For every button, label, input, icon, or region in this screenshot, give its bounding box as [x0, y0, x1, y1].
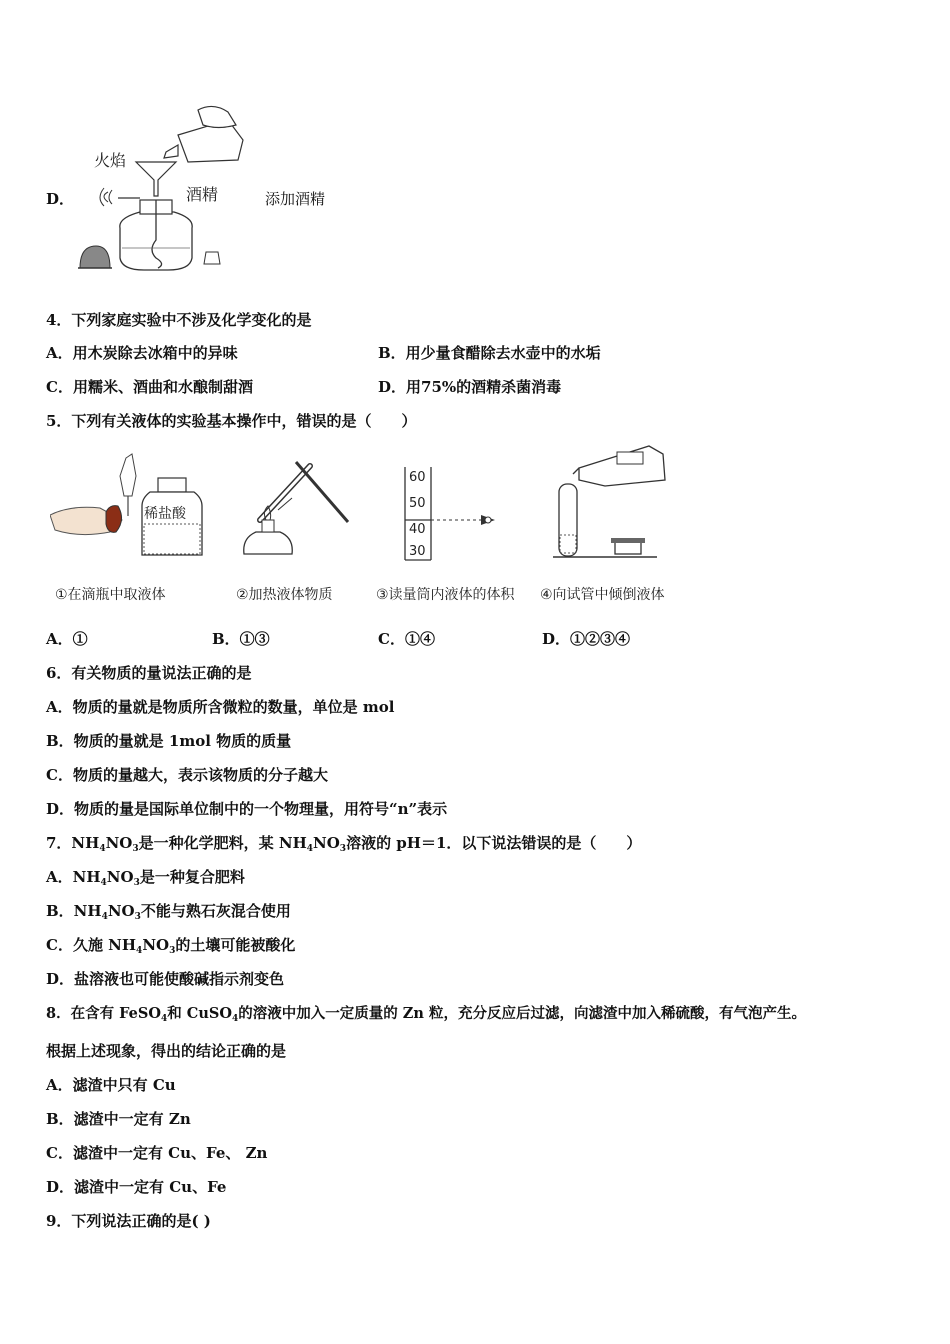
flame-label: 火焰: [94, 151, 127, 170]
q9-stem: 9．下列说法正确的是( ): [46, 1212, 211, 1230]
q5-caption-1: ①在滴瓶中取液体: [55, 587, 166, 603]
q5-caption-3: ③读量筒内液体的体积: [376, 587, 515, 603]
q4-option-a: A．用木炭除去冰箱中的异味: [46, 344, 238, 362]
q6-option-d: D．物质的量是国际单位制中的一个物理量，用符号“n”表示: [46, 800, 448, 818]
tick-60: 60: [409, 470, 426, 485]
q5-stem: 5．下列有关液体的实验基本操作中，错误的是（ ）: [46, 412, 417, 430]
q7-option-a: A．$NH_4NO_3$是一种复合肥料: [46, 868, 245, 888]
q6-option-a: A．物质的量就是物质所含微粒的数量，单位是 mol: [46, 698, 395, 716]
q6-option-c: C．物质的量越大，表示该物质的分子越大: [46, 766, 328, 784]
q8-option-d: D．滤渣中一定有 Cu、Fe: [46, 1178, 227, 1196]
q8-stem: 8．在含有 FeSO$_4$和 CuSO$_4$的溶液中加入一定质量的 Zn 粒，充分反应后过滤，向滤渣中加入稀硫酸，有气泡产生。: [46, 1005, 806, 1024]
q4-option-c: C．用糯米、酒曲和水酿制甜酒: [46, 378, 253, 396]
q6-stem: 6．有关物质的量说法正确的是: [46, 664, 252, 682]
q5-option-d: D．①②③④: [542, 630, 631, 648]
alcohol-label: 酒精: [186, 185, 219, 204]
bottle-label: 稀盐酸: [144, 506, 186, 522]
q3-option-d-letter: D．: [46, 190, 75, 208]
pouring-figure: [545, 440, 670, 565]
q5-option-a: A．①: [46, 630, 88, 648]
q8-stem-line2: 根据上述现象，得出的结论正确的是: [46, 1042, 287, 1060]
q7-option-b: B．$NH_4NO_3$不能与熟石灰混合使用: [46, 902, 291, 922]
dropper-bottle-figure: [50, 450, 220, 565]
q3-option-d-text: 添加酒精: [265, 190, 326, 208]
tick-40: 40: [409, 522, 426, 537]
q8-option-b: B．滤渣中一定有 Zn: [46, 1110, 191, 1128]
q5-caption-2: ②加热液体物质: [236, 587, 333, 603]
tick-30: 30: [409, 544, 426, 559]
q7-option-c: C．久施 $NH_4NO_3$的土壤可能被酸化: [46, 936, 296, 956]
alcohol-lamp-figure: [78, 100, 248, 275]
q4-option-d: D．用75%的酒精杀菌消毒: [378, 378, 562, 396]
q5-option-c: C．①④: [378, 630, 435, 648]
cylinder-figure: [395, 465, 510, 565]
q7-option-d: D．盐溶液也可能使酸碱指示剂变色: [46, 970, 285, 988]
q4-stem: 4．下列家庭实验中不涉及化学变化的是: [46, 311, 312, 329]
q8-option-a: A．滤渣中只有 Cu: [46, 1076, 176, 1094]
q5-caption-4: ④向试管中倾倒液体: [540, 587, 665, 603]
tick-50: 50: [409, 496, 426, 511]
q8-option-c: C．滤渣中一定有 Cu、Fe、 Zn: [46, 1144, 268, 1162]
q5-option-b: B．①③: [212, 630, 270, 648]
heating-tube-figure: [238, 450, 358, 565]
q6-option-b: B．物质的量就是 1mol 物质的质量: [46, 732, 292, 750]
q4-option-b: B．用少量食醋除去水壶中的水垢: [378, 344, 601, 362]
q7-stem: 7．$NH_4NO_3$是一种化学肥料，某 $NH_4NO_3$溶液的 pH＝1．以下说法错误的是（ ）: [46, 834, 642, 854]
